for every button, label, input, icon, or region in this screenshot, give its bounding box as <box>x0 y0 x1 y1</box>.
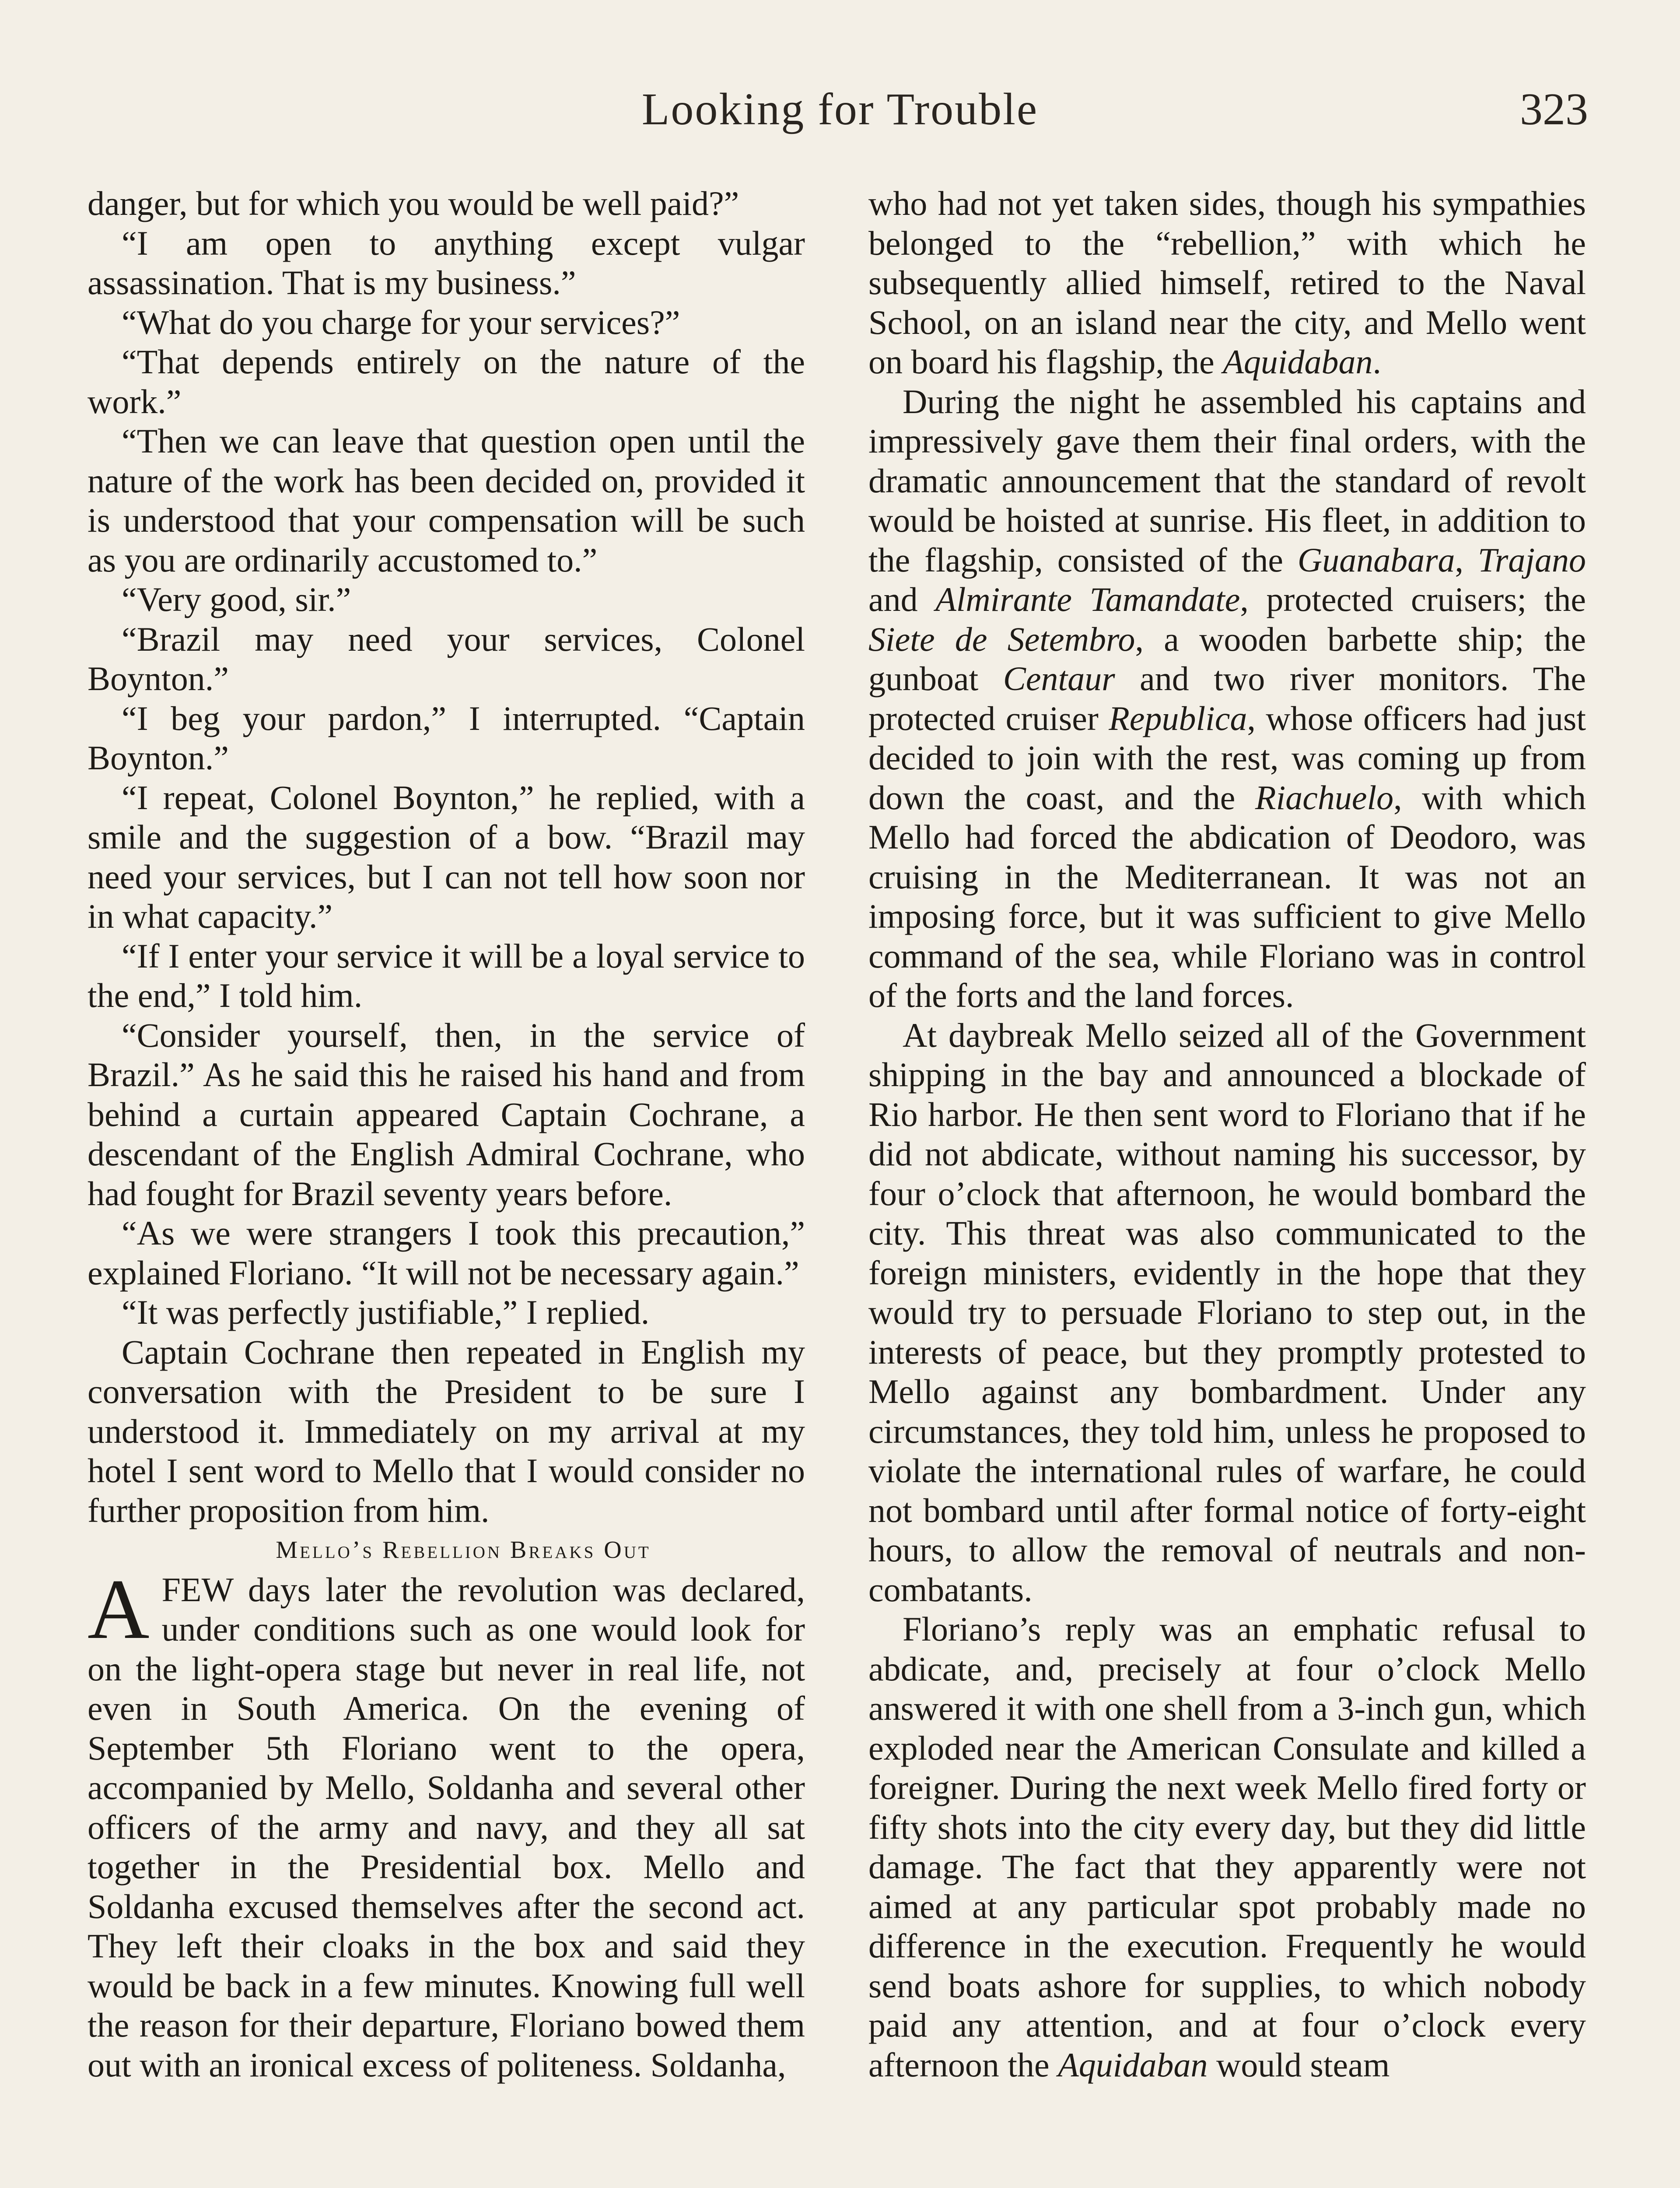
paragraph <box>868 382 1586 1016</box>
paragraph: “What do you charge for your services?” <box>122 303 680 341</box>
paragraph: “Very good, sir.” <box>122 580 351 618</box>
text-run: , protected cruisers; the <box>1240 580 1586 618</box>
paragraph: Captain Cochrane then repeated in English my conversation with the President to be sure I understood it. Immediately on my arrival at my hotel I sent word to Mello that I would consider no further proposition from him. <box>88 1332 805 1529</box>
page-number: 323 <box>1520 84 1588 134</box>
text-run: . <box>1372 343 1382 381</box>
paragraph: “I repeat, Colonel Boynton,” he replied, with a smile and the suggestion of a bow. “Brazil may need your services, but I can not tell how soon nor in what capacity.” <box>88 778 805 935</box>
ship-name: Aquidaban <box>1058 2045 1208 2084</box>
paragraph: “Consider yourself, then, in the service of Brazil.” As he said this he raised his hand and from behind a curtain appeared Captain Cochrane, a descendant of the English Admiral Cochrane, who had fought for Brazil seventy years before. <box>88 1016 805 1213</box>
paragraph: danger, but for which you would be well paid?” <box>88 184 739 222</box>
paragraph: “I beg your pardon,” I interrupted. “Captain Boynton.” <box>88 699 805 777</box>
running-title: Looking for Trouble <box>641 84 1039 134</box>
right-column <box>868 184 1586 2085</box>
text-run: , a wooden barbette ship; the gunboat <box>868 620 1586 698</box>
ship-name: Almirante Tamandate <box>935 580 1240 618</box>
dropcap-paragraph <box>88 1561 805 2085</box>
text-run: would steam <box>1208 2045 1390 2084</box>
ship-name: Riachuelo <box>1255 778 1394 817</box>
drop-cap: A <box>88 1561 150 1657</box>
ship-name: Siete de Setembro <box>868 620 1135 658</box>
text-run: During the night he assembled his captains and impressively gave them their final orders, with the dramatic announcement that the standard of revolt would be hoisted at sunrise. His fleet, in addition to the flagship, consisted of the <box>868 382 1586 579</box>
section-heading: Mello’s Rebellion Breaks Out <box>276 1536 651 1564</box>
paragraph: At daybreak Mello seized all of the Government shipping in the bay and announced a blockade of Rio harbor. He then sent word to Floriano that if he did not abdicate, without naming his successor, by four o’clock that afternoon, he would bombard the city. This threat was also communicated to the foreign ministers, evidently in the hope that they would try to persuade Floriano to step out, in the interests of peace, but they promptly protested to Mello against any bombardment. Under any circumstances, they told him, unless he proposed to violate the international rules of warfare, he could not bombard until after formal notice of forty-eight hours, to allow the removal of neutrals and non-combatants. <box>868 1016 1586 1609</box>
text-run: , whose officers had just decided to join with the rest, was coming up from down the coast, and the <box>868 699 1586 817</box>
paragraph: “That depends entirely on the nature of the work.” <box>88 343 805 421</box>
dropcap-paragraph-text: FEW days later the revolution was declared, under conditions such as one would look for on the light-opera stage but never in real life, not even in South America. On the evening of September 5th Floriano went to the opera, accompanied by Mello, Soldanha and several other officers of the army and navy, and they all sat together in the Presidential box. Mello and Soldanha excused themselves after the second act. They left their cloaks in the box and said they would be back in a few minutes. Knowing full well the reason for their departure, Floriano bowed them out with an ironical excess of politeness. Soldanha, <box>88 1570 805 2084</box>
ship-name: Republica <box>1109 699 1247 737</box>
paragraph: “I am open to anything except vulgar assassination. That is my business.” <box>88 224 805 302</box>
text-run: who had not yet taken sides, though his sympathies belonged to the “rebellion,” with which he subsequently allied himself, retired to the Naval School, on an island near the city, and Mello went on board his flagship, the <box>868 184 1586 381</box>
paragraph: “Brazil may need your services, Colonel Boynton.” <box>88 620 805 698</box>
ship-name: Aquidaban <box>1223 343 1373 381</box>
paragraph: “Then we can leave that question open until the nature of the work has been decided on, provided it is understood that your compensation will be such as you are ordinarily accustomed to.” <box>88 422 805 579</box>
text-run: , <box>1455 540 1478 579</box>
page-header <box>0 83 1680 162</box>
text-run: and two river monitors. The protected cruiser <box>868 659 1586 737</box>
text-run: , with which Mello had forced the abdication of Deodoro, was cruising in the Mediterranean. It was not an imposing force, but it was sufficient to give Mello command of the sea, while Floriano was in control of the forts and the land forces. <box>868 778 1586 1014</box>
ship-name: Centaur <box>1003 659 1115 698</box>
paragraph: “If I enter your service it will be a loyal service to the end,” I told him. <box>88 936 805 1014</box>
paragraph: “As we were strangers I took this precaution,” explained Floriano. “It will not be necessary again.” <box>88 1214 805 1292</box>
text-run: and <box>868 580 936 618</box>
paragraph: “It was perfectly justifiable,” I replied. <box>122 1293 650 1331</box>
ship-name: Trajano <box>1477 540 1586 579</box>
text-run: Floriano’s reply was an emphatic refusal to abdicate, and, precisely at four o’clock Mello answered it with one shell from a 3-inch gun, which exploded near the American Consulate and killed a foreigner. During the next week Mello fired forty or fifty shots into the city every day, but they did little damage. The fact that they apparently were not aimed at any particular spot probably made no difference in the execution. Frequently he would send boats ashore for supplies, to which nobody paid any attention, and at four o’clock every afternoon the <box>868 1610 1586 2084</box>
left-column <box>88 184 805 2085</box>
paragraph <box>868 1609 1586 2085</box>
paragraph <box>868 184 1586 382</box>
ship-name: Guanabara <box>1297 540 1455 579</box>
